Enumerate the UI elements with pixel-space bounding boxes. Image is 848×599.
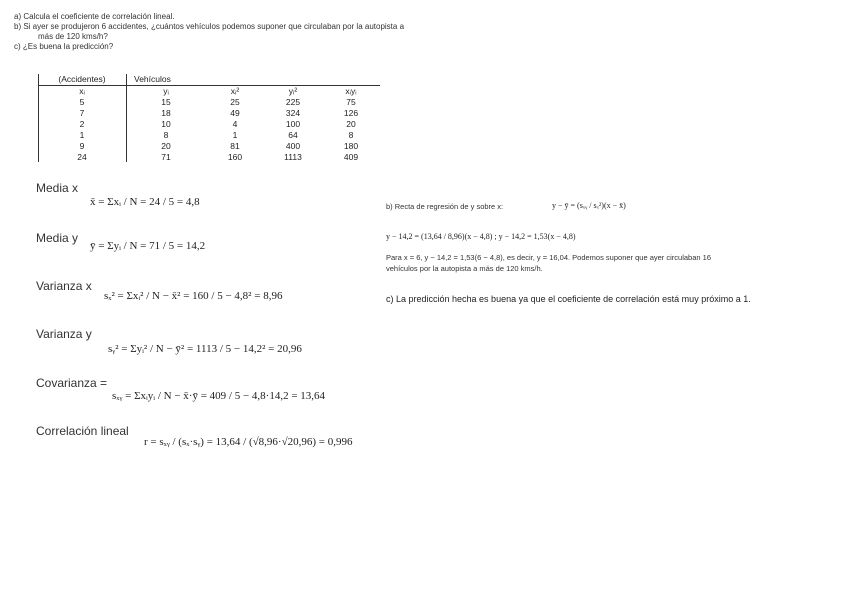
table-totals-row	[38, 152, 380, 163]
table-cell: 9	[79, 141, 85, 151]
table-cell: 160	[227, 152, 243, 162]
table-cell: 225	[285, 97, 301, 107]
table-subheader-row	[38, 86, 380, 98]
table-cell: 1	[79, 130, 85, 140]
table-row	[38, 108, 380, 119]
table-cell: 75	[346, 97, 356, 107]
table-cell: 64	[288, 130, 298, 140]
table-cell: 24	[77, 152, 87, 162]
table-row	[38, 97, 380, 108]
table-cell: 25	[230, 97, 240, 107]
table-cell: 81	[230, 141, 240, 151]
question-b-cont: más de 120 kms/h?	[38, 32, 108, 41]
formula-correlacion: r = sₓᵧ / (sₓ·sᵧ) = 13,64 / (√8,96·√20,96) = 0,996	[144, 436, 353, 448]
table-cell: 400	[285, 141, 301, 151]
table-cell: 1	[232, 130, 238, 140]
label-varianza-y: Varianza y	[36, 327, 92, 341]
table-subheader: yᵢ²	[288, 86, 298, 96]
label-varianza-x: Varianza x	[36, 279, 92, 293]
table-header-row	[38, 74, 380, 86]
table-cell: 4	[232, 119, 238, 129]
table-row	[38, 130, 380, 141]
data-table	[38, 74, 380, 163]
label-media-y: Media y	[36, 231, 79, 245]
regression-heading: b) Recta de regresión de y sobre x:	[386, 202, 504, 211]
label-media-x: Media x	[36, 181, 79, 195]
table-cell: 100	[285, 119, 301, 129]
table-cell: 409	[343, 152, 359, 162]
question-c: c) ¿Es buena la predicción?	[14, 42, 114, 51]
table-row	[38, 141, 380, 152]
conclusion-text: c) La predicción hecha es buena ya que el coeficiente de correlación está muy próximo a 1.	[386, 294, 751, 304]
formula-covarianza: sₓᵧ = Σxᵢyᵢ / N − x̄·ȳ = 409 / 5 − 4,8·14,2 = 13,64	[112, 390, 326, 402]
label-correlacion: Correlación lineal	[36, 424, 129, 438]
formula-media-y: ȳ = Σyᵢ / N = 71 / 5 = 14,2	[90, 240, 206, 252]
table-subheader: xᵢ²	[230, 86, 240, 96]
table-subheader: yᵢ	[163, 86, 169, 96]
formula-media-x: x̄ = Σxᵢ / N = 24 / 5 = 4,8	[90, 196, 200, 208]
table-header	[322, 74, 380, 86]
label-covarianza: Covarianza =	[36, 376, 108, 390]
prediction-text-cont: vehículos por la autopista a más de 120 kms/h.	[386, 264, 543, 273]
formula-varianza-x: sₓ² = Σxᵢ² / N − x̄² = 160 / 5 − 4,8² = 8,96	[104, 290, 283, 302]
table-cell: 10	[161, 119, 171, 129]
table-cell: 8	[348, 130, 354, 140]
table-header: (Accidentes)	[38, 74, 126, 86]
regression-equation: y − 14,2 = (13,64 / 8,96)(x − 4,8) ; y − 14,2 = 1,53(x − 4,8)	[386, 232, 576, 241]
table-subheader: xᵢ	[79, 86, 85, 96]
question-b: b) Si ayer se produjeron 6 accidentes, ¿cuántos vehículos podemos suponer que circulaban por la autopista a	[14, 22, 405, 31]
table-row	[38, 119, 380, 130]
table-subheader: xᵢyᵢ	[345, 86, 357, 96]
formula-varianza-y: sᵧ² = Σyᵢ² / N − ȳ² = 1113 / 5 − 14,2² = 20,96	[108, 343, 302, 355]
table-header	[206, 74, 264, 86]
table-cell: 5	[79, 97, 85, 107]
table-cell: 1113	[284, 152, 302, 162]
table-cell: 20	[161, 141, 171, 151]
table-cell: 71	[161, 152, 171, 162]
table-header	[264, 74, 322, 86]
table-header: Vehículos	[126, 74, 206, 86]
table-cell: 8	[163, 130, 169, 140]
table-cell: 2	[79, 119, 85, 129]
table-cell: 180	[343, 141, 359, 151]
prediction-text: Para x = 6, y − 14,2 = 1,53(6 − 4,8), es decir, y = 16,04. Podemos suponer que ayer circulaban 16	[386, 253, 711, 262]
table-cell: 324	[285, 108, 301, 118]
table-cell: 49	[230, 108, 240, 118]
table-cell: 126	[343, 108, 359, 118]
table-cell: 18	[161, 108, 171, 118]
regression-formula: y − ȳ = (sₓᵧ / sₓ²)(x − x̄)	[552, 201, 626, 210]
table-cell: 15	[161, 97, 171, 107]
table-cell: 20	[346, 119, 356, 129]
table-cell: 7	[79, 108, 85, 118]
question-a: a) Calcula el coeficiente de correlación lineal.	[14, 12, 175, 21]
